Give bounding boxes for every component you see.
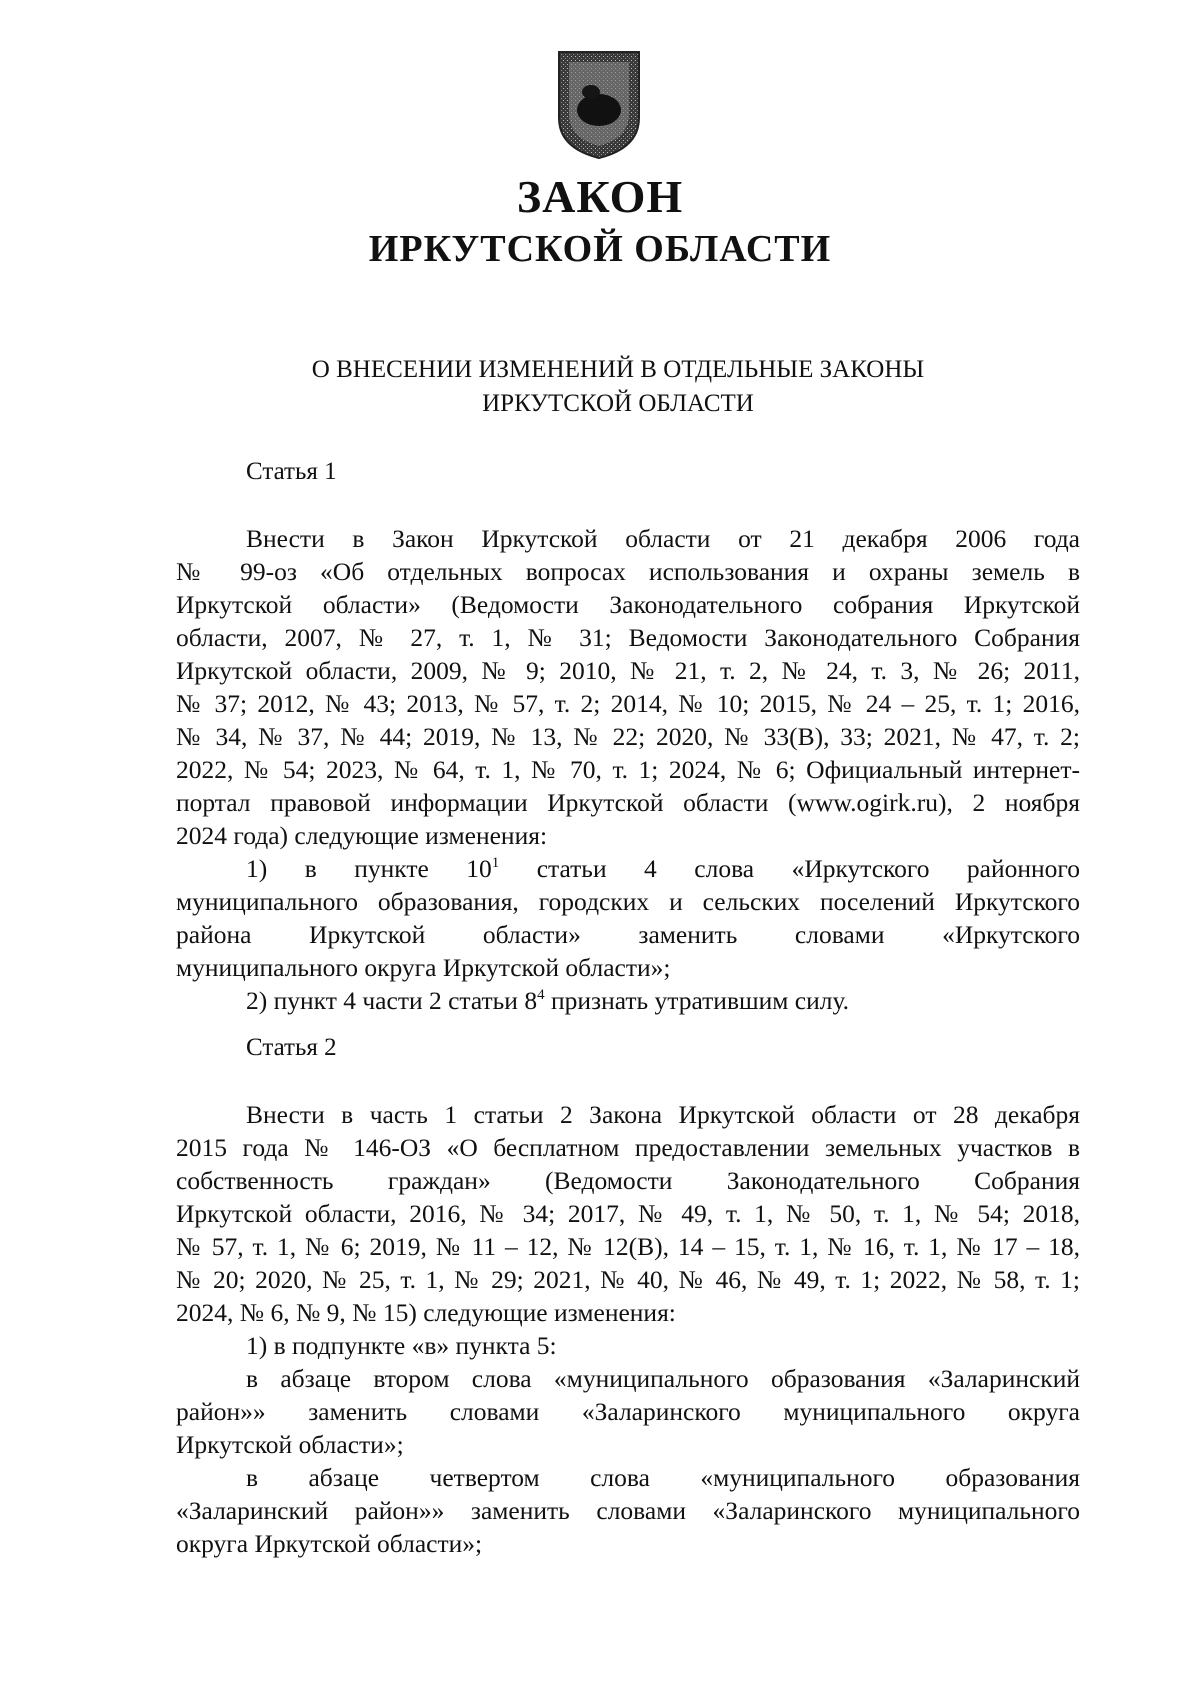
item-text: 2) пункт 4 части 2 статьи 8: [246, 986, 538, 1015]
text-line: № 34, № 37, № 44; 2019, № 13, № 22; 2020, № 33(В), 33; 2021, № 47, т. 2;: [176, 722, 1080, 751]
law-title: ЗАКОН: [516, 171, 684, 222]
text-line: «Заларинский район»» заменить словами «Заларинского муниципального: [176, 1496, 1080, 1525]
law-region: ИРКУТСКОЙ ОБЛАСТИ: [368, 228, 832, 270]
superscript: 1: [491, 855, 500, 871]
item-text: 1) в пункте 10: [246, 854, 492, 883]
text-line: муниципального округа Иркутской области»;: [176, 953, 671, 982]
text-line: № 20; 2020, № 25, т. 1, № 29; 2021, № 40, № 46, № 49, т. 1; 2022, № 58, т. 1;: [176, 1265, 1080, 1294]
article-2-item-1: 1) в подпункте «в» пункта 5:: [246, 1331, 557, 1360]
article-2-intro: [176, 1098, 1080, 1560]
text-line: № 37; 2012, № 43; 2013, № 57, т. 2; 2014, № 10; 2015, № 24 – 25, т. 1; 2016,: [176, 689, 1080, 718]
article-1-heading: Статья 1: [246, 458, 337, 485]
text-line: собственность граждан» (Ведомости Законодательного Собрания: [176, 1166, 1080, 1195]
item-text: признать утратившим силу.: [544, 986, 850, 1015]
text-line: Внести в часть 1 статьи 2 Закона Иркутской области от 28 декабря: [246, 1100, 1080, 1129]
text-line: Иркутской области» (Ведомости Законодательного собрания Иркутской: [176, 590, 1080, 619]
subtitle-line-1: О ВНЕСЕНИИ ИЗМЕНЕНИЙ В ОТДЕЛЬНЫЕ ЗАКОНЫ: [311, 356, 925, 383]
text-line: Иркутской области, 2009, № 9; 2010, № 21, т. 2, № 24, т. 3, № 26; 2011,: [176, 656, 1080, 685]
text-line: 2024 года) следующие изменения:: [176, 821, 548, 850]
text-line: области, 2007, № 27, т. 1, № 31; Ведомости Законодательного Собрания: [176, 623, 1080, 652]
article-1-intro: [176, 522, 1080, 1017]
text-line: в абзаце втором слова «муниципального образования «Заларинский: [246, 1364, 1080, 1393]
text-line: портал правовой информации Иркутской области (www.ogirk.ru), 2 ноября: [176, 788, 1080, 817]
text-line: Внести в Закон Иркутской области от 21 декабря 2006 года: [246, 524, 1080, 553]
law-subtitle: [0, 353, 1200, 421]
text-line: 2022, № 54; 2023, № 64, т. 1, № 70, т. 1; 2024, № 6; Официальный интернет-: [176, 755, 1080, 784]
text-line: район»» заменить словами «Заларинского муниципального округа: [176, 1397, 1080, 1426]
coat-of-arms-emblem: [555, 48, 643, 160]
text-line: 2015 года № 146-ОЗ «О бесплатном предоставлении земельных участков в: [176, 1133, 1080, 1162]
superscript: 4: [537, 987, 545, 1003]
article-1-item-2: [176, 984, 1080, 1017]
article-1-item-1: [176, 852, 1080, 885]
text-line: муниципального образования, городских и сельских поселений Иркутского: [176, 887, 1080, 916]
text-line: района Иркутской области» заменить словами «Иркутского: [176, 920, 1080, 949]
text-line: в абзаце четвертом слова «муниципального образования: [246, 1463, 1080, 1492]
text-line: № 57, т. 1, № 6; 2019, № 11 – 12, № 12(В), 14 – 15, т. 1, № 16, т. 1, № 17 – 18,: [176, 1232, 1080, 1261]
subtitle-line-2: ИРКУТСКОЙ ОБЛАСТИ: [482, 390, 754, 417]
item-text: статьи 4 слова «Иркутского районного: [499, 854, 1081, 883]
text-line: Иркутской области, 2016, № 34; 2017, № 49, т. 1, № 50, т. 1, № 54; 2018,: [176, 1199, 1080, 1228]
text-line: округа Иркутской области»;: [176, 1529, 483, 1558]
text-line: № 99-оз «Об отдельных вопросах использования и охраны земель в: [176, 557, 1080, 586]
text-line: Иркутской области»;: [176, 1430, 404, 1459]
text-line: 2024, № 6, № 9, № 15) следующие изменения:: [176, 1298, 676, 1327]
article-2-heading: Статья 2: [246, 1034, 337, 1061]
